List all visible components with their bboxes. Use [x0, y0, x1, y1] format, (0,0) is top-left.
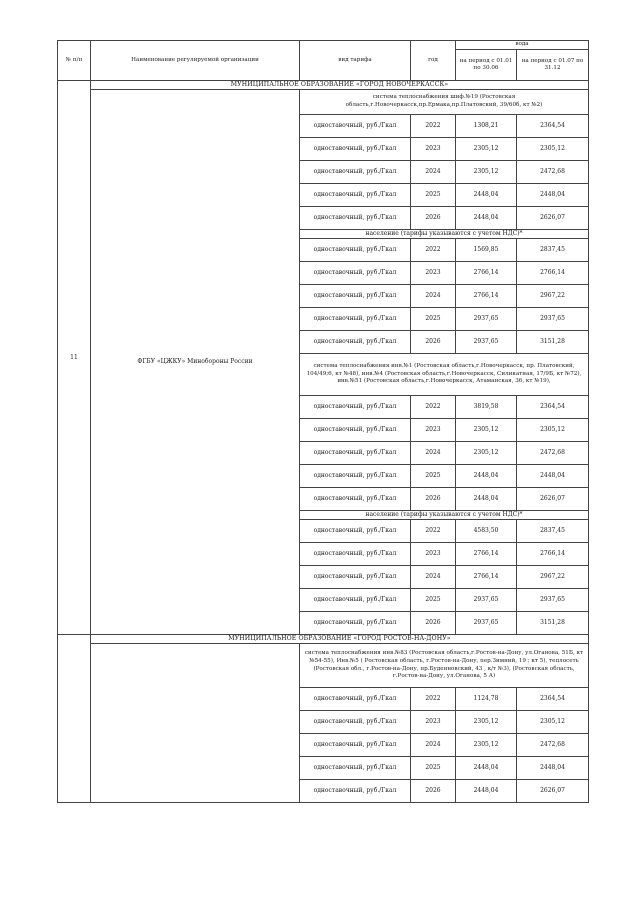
population-row-value-h1: 2937,65: [455, 611, 517, 635]
population-row-tariff-type: одноставочный, руб./Гкал: [299, 519, 411, 543]
tariff-row-value-h2: 2472,68: [516, 441, 589, 465]
tariff-row-tariff-type: одноставочный, руб./Гкал: [299, 687, 411, 711]
population-row-value-h2: 2766,14: [516, 542, 589, 566]
tariff-row-value-h1: 2305,12: [455, 418, 517, 442]
tariff-row-year: 2024: [410, 160, 456, 184]
tariff-row-value-h1: 2448,04: [455, 487, 517, 511]
organization-name: ФГБУ «ЦЖКУ» Минобороны России: [90, 89, 300, 635]
tariff-row-tariff-type: одноставочный, руб./Гкал: [299, 464, 411, 488]
tariff-row-tariff-type: одноставочный, руб./Гкал: [299, 779, 411, 803]
header-num: № п/п: [57, 40, 91, 81]
population-row-year: 2022: [410, 238, 456, 262]
tariff-row-value-h2: 2364,54: [516, 395, 589, 419]
population-row-year: 2026: [410, 611, 456, 635]
row-number: [57, 634, 91, 803]
tariff-row-year: 2025: [410, 183, 456, 207]
row-number: 11: [57, 80, 91, 635]
tariff-row-tariff-type: одноставочный, руб./Гкал: [299, 487, 411, 511]
tariff-row-value-h2: 2626,07: [516, 487, 589, 511]
tariff-row-value-h2: 2472,68: [516, 160, 589, 184]
tariff-row-value-h1: 2448,04: [455, 206, 517, 230]
header-period-1: на период с 01.01 по 30.06: [455, 49, 517, 81]
tariff-row-year: 2026: [410, 487, 456, 511]
tariff-row-value-h2: 2364,54: [516, 687, 589, 711]
population-row-tariff-type: одноставочный, руб./Гкал: [299, 588, 411, 612]
tariff-row-value-h2: 2305,12: [516, 137, 589, 161]
tariff-row-tariff-type: одноставочный, руб./Гкал: [299, 137, 411, 161]
tariff-row-value-h2: 2364,54: [516, 114, 589, 138]
population-row-value-h2: 2837,45: [516, 238, 589, 262]
tariff-row-value-h2: 2305,12: [516, 710, 589, 734]
population-row-year: 2023: [410, 261, 456, 285]
population-row-value-h2: 3151,28: [516, 330, 589, 354]
tariff-row-value-h2: 2626,07: [516, 779, 589, 803]
tariff-row-tariff-type: одноставочный, руб./Гкал: [299, 441, 411, 465]
population-row-tariff-type: одноставочный, руб./Гкал: [299, 284, 411, 308]
tariff-row-tariff-type: одноставочный, руб./Гкал: [299, 114, 411, 138]
tariff-row-year: 2023: [410, 418, 456, 442]
population-row-value-h1: 1569,85: [455, 238, 517, 262]
header-period-2: на период с 01.07 по 31.12: [516, 49, 589, 81]
population-row-tariff-type: одноставочный, руб./Гкал: [299, 238, 411, 262]
population-row-year: 2025: [410, 588, 456, 612]
population-row-value-h2: 2937,65: [516, 307, 589, 331]
tariff-row-value-h1: 1308,21: [455, 114, 517, 138]
tariff-row-year: 2022: [410, 114, 456, 138]
tariff-row-value-h1: 1124,78: [455, 687, 517, 711]
tariff-row-tariff-type: одноставочный, руб./Гкал: [299, 183, 411, 207]
section-title: МУНИЦИПАЛЬНОЕ ОБРАЗОВАНИЕ «ГОРОД НОВОЧЕРКАССК»: [90, 80, 589, 90]
tariff-row-value-h2: 2448,04: [516, 756, 589, 780]
population-row-year: 2022: [410, 519, 456, 543]
population-subheader: население (тарифы указываются с учетом НДС)*: [299, 510, 589, 520]
tariff-row-tariff-type: одноставочный, руб./Гкал: [299, 418, 411, 442]
tariff-row-year: 2026: [410, 206, 456, 230]
heating-system-description: система теплоснабжения шиф.№19 (Ростовская область,г.Новочеркасск,пр.Ермака,пр.Платовский, 39/60б, кт №2): [299, 89, 589, 115]
population-row-tariff-type: одноставочный, руб./Гкал: [299, 542, 411, 566]
tariff-row-year: 2022: [410, 395, 456, 419]
population-row-value-h2: 2967,22: [516, 565, 589, 589]
header-tariff: вид тарифа: [299, 40, 411, 81]
tariff-row-tariff-type: одноставочный, руб./Гкал: [299, 395, 411, 419]
population-row-year: 2023: [410, 542, 456, 566]
population-row-value-h2: 3151,28: [516, 611, 589, 635]
tariff-row-year: 2022: [410, 687, 456, 711]
population-row-value-h1: 2937,65: [455, 588, 517, 612]
tariff-row-year: 2025: [410, 464, 456, 488]
tariff-row-tariff-type: одноставочный, руб./Гкал: [299, 733, 411, 757]
population-row-value-h2: 2937,65: [516, 588, 589, 612]
tariff-row-year: 2023: [410, 710, 456, 734]
population-row-value-h2: 2766,14: [516, 261, 589, 285]
tariff-row-year: 2025: [410, 756, 456, 780]
tariff-row-value-h1: 2305,12: [455, 160, 517, 184]
population-row-value-h1: 2937,65: [455, 307, 517, 331]
header-year: год: [410, 40, 456, 81]
tariff-row-value-h1: 2305,12: [455, 710, 517, 734]
tariff-row-value-h1: 2448,04: [455, 183, 517, 207]
tariff-row-tariff-type: одноставочный, руб./Гкал: [299, 756, 411, 780]
tariff-row-tariff-type: одноставочный, руб./Гкал: [299, 710, 411, 734]
header-water: вода: [455, 40, 589, 50]
population-row-tariff-type: одноставочный, руб./Гкал: [299, 307, 411, 331]
tariff-row-tariff-type: одноставочный, руб./Гкал: [299, 160, 411, 184]
heating-system-description: система теплоснабжения инв.№1 (Ростовская область,г.Новочеркасск, пр. Платовский, 104/49;6, кт №48), инв.№4 (Ростовская область,г.Новочеркасск, Силикатная, 17/9Б, кт №72), инв.№51 (Ростовская область,г.Новочеркасск, Атаманская, 36, кт №19),: [299, 353, 589, 396]
population-row-tariff-type: одноставочный, руб./Гкал: [299, 611, 411, 635]
tariff-row-year: 2024: [410, 441, 456, 465]
tariff-row-value-h2: 2626,07: [516, 206, 589, 230]
population-subheader: население (тарифы указываются с учетом НДС)*: [299, 229, 589, 239]
population-row-tariff-type: одноставочный, руб./Гкал: [299, 565, 411, 589]
population-row-year: 2025: [410, 307, 456, 331]
tariff-row-year: 2026: [410, 779, 456, 803]
tariff-row-value-h2: 2448,04: [516, 183, 589, 207]
tariff-row-value-h2: 2472,68: [516, 733, 589, 757]
tariff-row-value-h1: 2448,04: [455, 756, 517, 780]
population-row-value-h2: 2967,22: [516, 284, 589, 308]
tariff-row-year: 2023: [410, 137, 456, 161]
tariff-row-value-h1: 3819,58: [455, 395, 517, 419]
population-row-value-h1: 2766,14: [455, 261, 517, 285]
tariff-row-value-h1: 2305,12: [455, 441, 517, 465]
organization-name: [90, 643, 300, 803]
population-row-value-h1: 2766,14: [455, 284, 517, 308]
tariff-row-value-h1: 2448,04: [455, 464, 517, 488]
population-row-value-h2: 2837,45: [516, 519, 589, 543]
heating-system-description: система теплоснабжения инв.№83 (Ростовская область,г.Ростов-на-Дону, ул.Оганова, 51Б, кт №54-55), Инв.№5 ( Ростовская область, г.Ростов-на-Дону, пер.Зимний, 19 ; кт 5), теплосеть (Ростовская обл., г.Ростов-на-Дону, пр.Буденновский, 43 , к/т №3), (Ростовская область, г.Ростов-на-Дону, ул.Оганова, 5 А): [299, 643, 589, 688]
tariff-row-value-h1: 2305,12: [455, 733, 517, 757]
tariff-row-value-h2: 2305,12: [516, 418, 589, 442]
population-row-year: 2024: [410, 284, 456, 308]
population-row-tariff-type: одноставочный, руб./Гкал: [299, 261, 411, 285]
population-row-tariff-type: одноставочный, руб./Гкал: [299, 330, 411, 354]
tariff-row-value-h1: 2448,04: [455, 779, 517, 803]
population-row-year: 2024: [410, 565, 456, 589]
tariff-row-tariff-type: одноставочный, руб./Гкал: [299, 206, 411, 230]
tariff-row-value-h1: 2305,12: [455, 137, 517, 161]
population-row-value-h1: 2766,14: [455, 542, 517, 566]
header-org: Наименование регулируемой организации: [90, 40, 300, 81]
population-row-year: 2026: [410, 330, 456, 354]
population-row-value-h1: 4583,50: [455, 519, 517, 543]
population-row-value-h1: 2766,14: [455, 565, 517, 589]
section-title: МУНИЦИПАЛЬНОЕ ОБРАЗОВАНИЕ «ГОРОД РОСТОВ-НА-ДОНУ»: [90, 634, 589, 644]
population-row-value-h1: 2937,65: [455, 330, 517, 354]
tariff-row-value-h2: 2448,04: [516, 464, 589, 488]
tariff-row-year: 2024: [410, 733, 456, 757]
